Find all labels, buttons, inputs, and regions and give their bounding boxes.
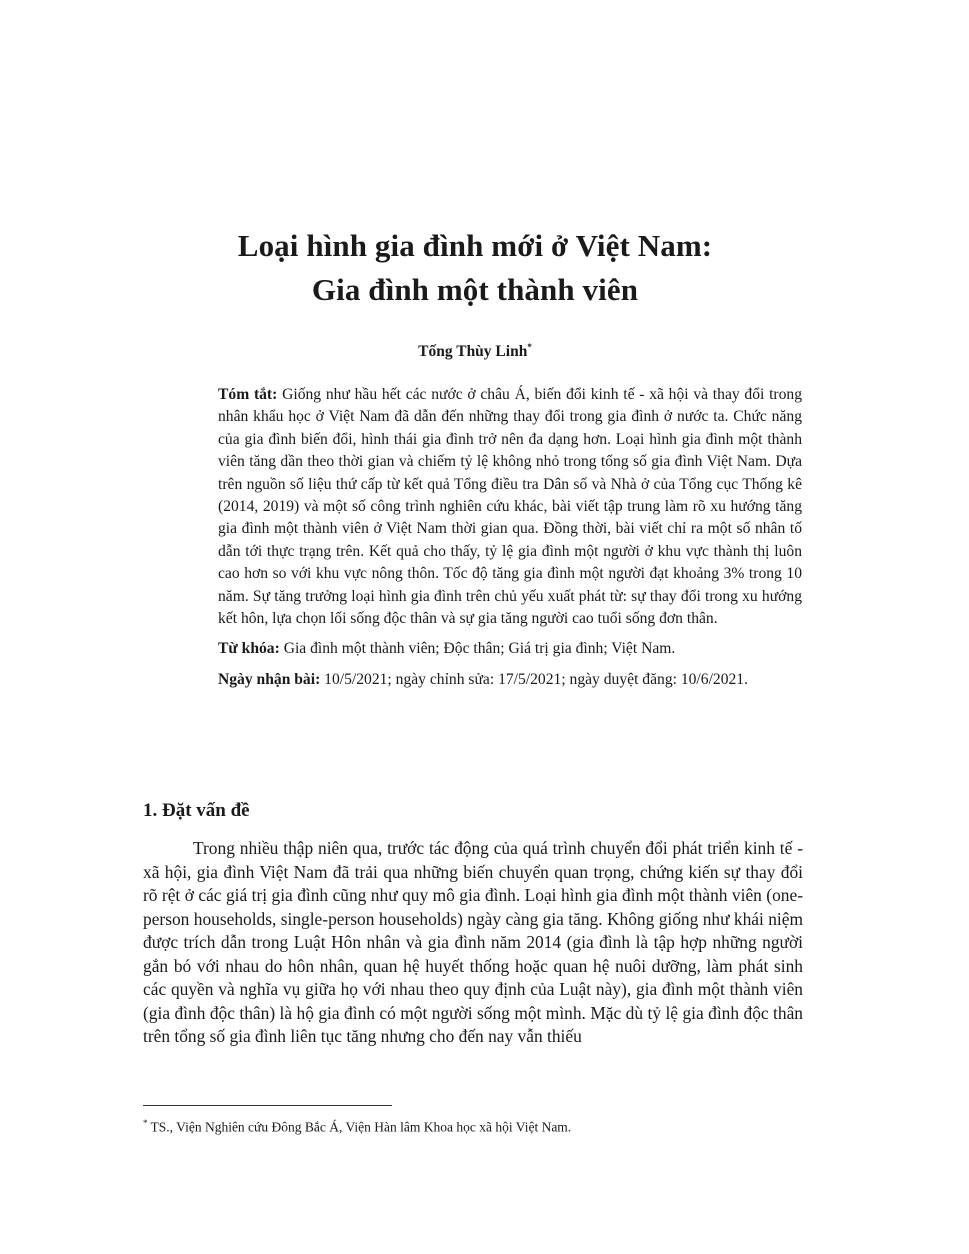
footnote-text: TS., Viện Nghiên cứu Đông Bắc Á, Viện Hàn lâm Khoa học xã hội Việt Nam. xyxy=(150,1119,572,1135)
abstract-text: Giống như hầu hết các nước ở châu Á, biến đổi kinh tế - xã hội và thay đổi trong nhân khẩu học ở Việt Nam đã dẫn đến những thay đổi trong gia đình ở nước ta. Chức năng của gia đình biến đổi, hình thái gia đình trở nên đa dạng hơn. Loại hình gia đình một thành viên tăng dần theo thời gian và chiếm tỷ lệ không nhỏ trong tổng số gia đình Việt Nam. Dựa trên nguồn số liệu thứ cấp từ kết quả Tổng điều tra Dân số và Nhà ở của Tổng cục Thống kê (2014, 2019) và một số công trình nghiên cứu khác, bài viết tập trung làm rõ xu hướng tăng gia đình một thành viên ở Việt Nam thời gian qua. Đồng thời, bài viết chỉ ra một số nhân tố dẫn tới thực trạng trên. Kết quả cho thấy, tỷ lệ gia đình một người ở khu vực thành thị luôn cao hơn so với khu vực nông thôn. Tốc độ tăng gia đình một người đạt khoảng 3% trong 10 năm. Sự tăng trưởng loại hình gia đình trên chủ yếu xuất phát từ: sự thay đổi trong xu hướng kết hôn, lựa chọn lối sống độc thân và sự gia tăng người cao tuổi sống đơn thân. xyxy=(218,386,803,628)
abstract xyxy=(218,384,802,630)
keywords-label: Từ khóa: xyxy=(218,640,280,658)
abstract-label: Tóm tắt: xyxy=(218,386,278,403)
section-heading: 1. Đặt vấn đề xyxy=(143,800,250,821)
footnote-divider xyxy=(143,1105,392,1106)
keywords-text: Gia đình một thành viên; Độc thân; Giá trị gia đình; Việt Nam. xyxy=(283,640,676,658)
article-title-line-2: Gia đình một thành viên xyxy=(311,272,639,307)
author-footnote-marker: * xyxy=(527,342,532,352)
author-name: Tống Thùy Linh xyxy=(418,343,528,361)
body-paragraph: Trong nhiều thập niên qua, trước tác động của quá trình chuyển đổi phát triển kinh tế - xã hội, gia đình Việt Nam đã trải qua những biến chuyển quan trọng, chứng kiến sự thay đổi rõ rệt ở các giá trị gia đình cũng như quy mô gia đình. Loại hình gia đình một thành viên (one-person households, single-person households) ngày càng gia tăng. Không giống như khái niệm được trích dẫn trong Luật Hôn nhân và gia đình năm 2014 (gia đình là tập hợp những người gắn bó với nhau do hôn nhân, quan hệ huyết thống hoặc quan hệ nuôi dưỡng, làm phát sinh các quyền và nghĩa vụ giữa họ với nhau theo quy định của Luật này), gia đình một thành viên (gia đình độc thân) là hộ gia đình có một người sống một mình. Mặc dù tỷ lệ gia đình độc thân trên tổng số gia đình liên tục tăng nhưng cho đến nay vẫn thiếu xyxy=(143,838,803,1046)
dates-label: Ngày nhận bài: xyxy=(218,670,321,688)
dates-text: 10/5/2021; ngày chỉnh sửa: 17/5/2021; ngày duyệt đăng: 10/6/2021. xyxy=(324,670,748,688)
keywords xyxy=(218,638,802,660)
footnote-marker: * xyxy=(143,1118,148,1128)
abstract-block xyxy=(218,384,802,691)
article-title-line-1: Loại hình gia đình mới ở Việt Nam: xyxy=(237,228,713,263)
author-line xyxy=(140,337,810,362)
article-title xyxy=(140,224,810,312)
footnote xyxy=(143,1114,571,1137)
submission-dates xyxy=(218,669,802,691)
